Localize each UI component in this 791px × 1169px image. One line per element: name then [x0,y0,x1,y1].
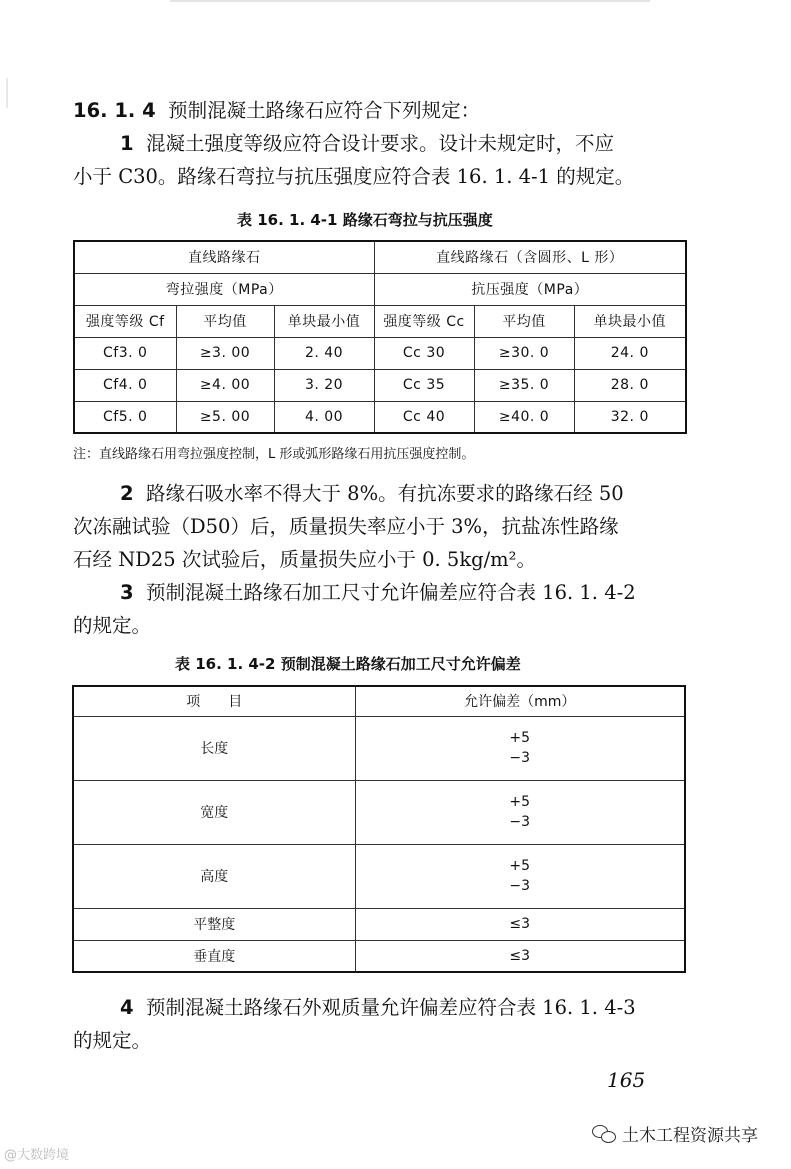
item2-line1 [120,478,624,510]
table-cell: ≥35. 0 [474,369,574,401]
table-cell [355,780,685,844]
table-row [74,369,686,401]
watermark-right [592,1121,758,1146]
tol-plus: +5 [509,794,531,810]
item1-line2: 小于 C30。路缘石弯拉与抗压强度应符合表 16. 1. 4-1 的规定。 [73,165,635,188]
table1-col-header: 平均值 [176,305,274,337]
table-cell: 平整度 [73,908,355,940]
tol-plus: +5 [509,858,531,874]
table2-col-tolerance: 允许偏差（mm） [355,686,685,716]
table-cell: ≤3 [355,908,685,940]
item4-text1: 预制混凝土路缘石外观质量允许偏差应符合表 16. 1. 4-3 [145,996,636,1019]
item3-line2: 的规定。 [73,614,152,637]
table-row [73,844,685,908]
table-row [73,908,685,940]
table2-col-item: 项 目 [73,686,355,716]
table-row [74,337,686,369]
table1-col-header: 平均值 [474,305,574,337]
table-cell: 32. 0 [574,401,686,433]
table-cell: Cf5. 0 [74,401,176,433]
item2-line2: 次冻融试验（D50）后，质量损失率应小于 3%，抗盐冻性路缘 [73,515,619,538]
table1-sub-right: 抗压强度（MPa） [374,273,686,305]
table-cell: 高度 [73,844,355,908]
table1-group-header-row [74,241,686,273]
table-cell: ≥30. 0 [474,337,574,369]
item4-line1 [120,992,636,1024]
table-cell: Cf3. 0 [74,337,176,369]
table1-column-header-row [74,305,686,337]
item2-line3: 石经 ND25 次试验后，质量损失应小于 0. 5kg/m²。 [73,548,536,571]
table-cell: ≥3. 00 [176,337,274,369]
table-cell: 垂直度 [73,940,355,972]
table1-caption: 表 16. 1. 4-1 路缘石弯拉与抗压强度 [237,211,493,229]
tol-minus: −3 [509,878,531,894]
table-cell: 3. 20 [274,369,374,401]
table1-sub-left: 弯拉强度（MPa） [74,273,374,305]
strength-table [73,240,687,434]
table2-header-row [73,686,685,716]
tol-minus: −3 [509,814,531,830]
table-cell: 2. 40 [274,337,374,369]
table1-note: 注：直线路缘石用弯拉强度控制，L 形或弧形路缘石用抗压强度控制。 [73,447,475,462]
table2-caption: 表 16. 1. 4-2 预制混凝土路缘石加工尺寸允许偏差 [175,655,521,673]
table1-col-header: 单块最小值 [574,305,686,337]
table1-col-header: 强度等级 Cc [374,305,474,337]
table1-col-header: 单块最小值 [274,305,374,337]
watermark-right-text: 土木工程资源共享 [622,1126,758,1146]
item4-number: 4 [120,996,134,1019]
section-heading [73,95,480,127]
table-row [73,780,685,844]
item2-number: 2 [120,482,134,505]
table-cell: 长度 [73,716,355,780]
top-scan-edge [170,0,650,2]
tolerance-table [72,685,686,973]
tol-minus: −3 [509,750,531,766]
wechat-icon [592,1125,616,1143]
table-cell: ≥5. 00 [176,401,274,433]
table-row [73,940,685,972]
table-cell: 28. 0 [574,369,686,401]
table1-sub-header-row [74,273,686,305]
table-cell: 宽度 [73,780,355,844]
item1-text1: 混凝土强度等级应符合设计要求。设计未规定时，不应 [145,132,614,155]
table-cell: ≤3 [355,940,685,972]
item3-text1: 预制混凝土路缘石加工尺寸允许偏差应符合表 16. 1. 4-2 [145,581,636,604]
left-scan-edge [6,78,8,108]
table-cell: ≥4. 00 [176,369,274,401]
table-cell: 4. 00 [274,401,374,433]
tol-plus: +5 [509,730,531,746]
table-cell: Cc 35 [374,369,474,401]
item2-text1: 路缘石吸水率不得大于 8%。有抗冻要求的路缘石经 50 [145,482,624,505]
table1-group-right: 直线路缘石（含圆形、L 形） [374,241,686,273]
table-row [74,401,686,433]
item3-number: 3 [120,581,134,604]
table1-col-header: 强度等级 Cf [74,305,176,337]
table-cell: Cf4. 0 [74,369,176,401]
table-cell: Cc 40 [374,401,474,433]
table-row [73,716,685,780]
watermark-left: @大数跨境 [4,1148,70,1163]
table-cell [355,844,685,908]
section-title: 预制混凝土路缘石应符合下列规定： [168,99,481,122]
item1-line1 [120,128,614,160]
table-cell: ≥40. 0 [474,401,574,433]
table-cell: 24. 0 [574,337,686,369]
item4-line2: 的规定。 [73,1029,152,1052]
section-number: 16. 1. 4 [73,99,156,122]
page-number: 165 [607,1068,646,1092]
table-cell [355,716,685,780]
item1-number: 1 [120,132,134,155]
table-cell: Cc 30 [374,337,474,369]
table1-group-left: 直线路缘石 [74,241,374,273]
item3-line1 [120,577,636,609]
